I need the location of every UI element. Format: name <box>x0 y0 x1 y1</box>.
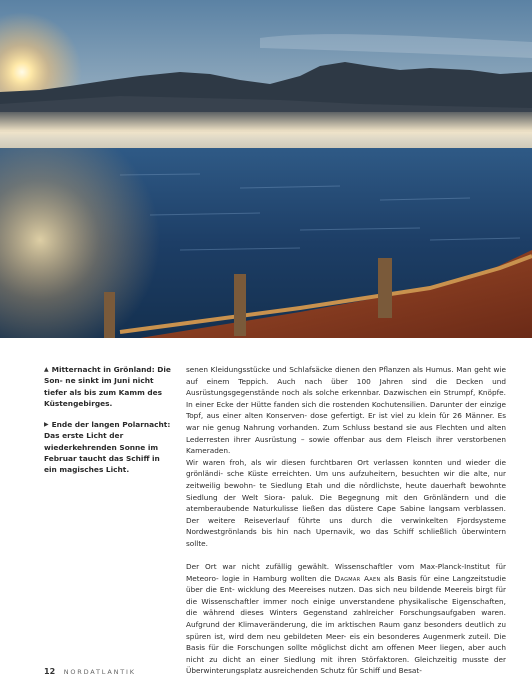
paragraph-3 <box>186 561 506 677</box>
greenland-midnight-sun-photo <box>0 0 532 338</box>
article-body <box>186 364 506 677</box>
caption-1 <box>44 364 172 409</box>
caption-2 <box>44 419 172 475</box>
triangle-up-icon: ▲ <box>44 366 49 373</box>
paragraph-3-start: Der Ort war nicht zufällig gewählt. Wissenschaftler vom Max-Planck-Institut für Meteoro- logie in Hamburg wollten die <box>186 562 506 583</box>
caption-1-text: Mitternacht in Grönland: Die Son- ne sinkt im Juni nicht tiefer als bis zum Kamm des Küstengebirges. <box>44 365 171 408</box>
photo-captions <box>44 364 172 486</box>
paragraph-2: Wir waren froh, als wir diesen furchtbaren Ort verlassen konnten und wieder die grönländi- sche Küste erreichten. Um uns aufzuheitern, besuchten wir die alte, nur zeitweilig bewohn- te Siedlung Etah und die nördlichste, heute dauerhaft bewohnte Siedlung der Welt Siora- paluk. Die Begegnung mit den Grönländern und die atemberaubende Naturkulisse ließen das düstere Cape Sabine langsam verblassen. Der weitere Reiseverlauf führte uns durch die verwinkelten Fjordsysteme Nordwestgrönlands bis hin nach Upernavik, wo das Schiff schließlich überwintern sollte. <box>186 457 506 548</box>
page-footer <box>44 667 136 676</box>
paragraph-1: senen Kleidungsstücke und Schlafsäcke dienen den Pflanzen als Humus. Man geht wie auf einem Teppich. Auch nach über 100 Jahren sind die Decken und Ausrüstungsgegenstände noch als solche erkennbar. Dazwischen ein Strumpf, Knöpfe. In einer Ecke der Hütte fanden sich die rostenden Kochutensilien. Darunter der einzige Topf, aus einer alten Konserven- dose gefertigt. Er ist viel zu klein für 26 Männer. Es war nie genug Nahrung vorhanden. Zum Schluss bestand sie aus Flechten und alten Lederresten ihrer Ausrüstung – sowie offenbar aus dem Fleisch ihrer verstorbenen Kameraden. <box>186 365 506 456</box>
hero-photo <box>0 0 532 338</box>
triangle-right-icon: ▶ <box>44 421 49 429</box>
paragraph-3-end: als Basis für eine Langzeitstudie über die Ent- wicklung des Meereises nutzen. Das sich neu bildende Meereis birgt für die Wissenschaftler immer noch einige unverstandene physikalische Eigenschaften, die während dieses Winters Gegenstand zahlreicher Forschungsaufgaben waren. Aufgrund der Klimaveränderung, die im arktischen Raum ganz besonders deutlich zu spüren ist, wird dem neu gebildeten Meer- eis ein besonderes Augenmerk zuteil. Die Basis für die Forschungen sollte möglichst dicht am offenen Meer liegen, aber auch nicht zu dicht an einer Siedlung mit ihren Störfaktoren. Gleichzeitig musste der Überwinterungsplatz ausreichenden Schutz für Schiff und Besat- <box>186 573 506 676</box>
caption-2-text: Ende der langen Polarnacht: Das erste Licht der wiederkehrenden Sonne im Februar taucht das Schiff in ein magisches Licht. <box>44 420 171 475</box>
page-number: 12 <box>44 667 56 676</box>
ship-name: Dagmar Aaen <box>334 573 381 583</box>
section-name: NORDATLANTIK <box>63 668 136 676</box>
